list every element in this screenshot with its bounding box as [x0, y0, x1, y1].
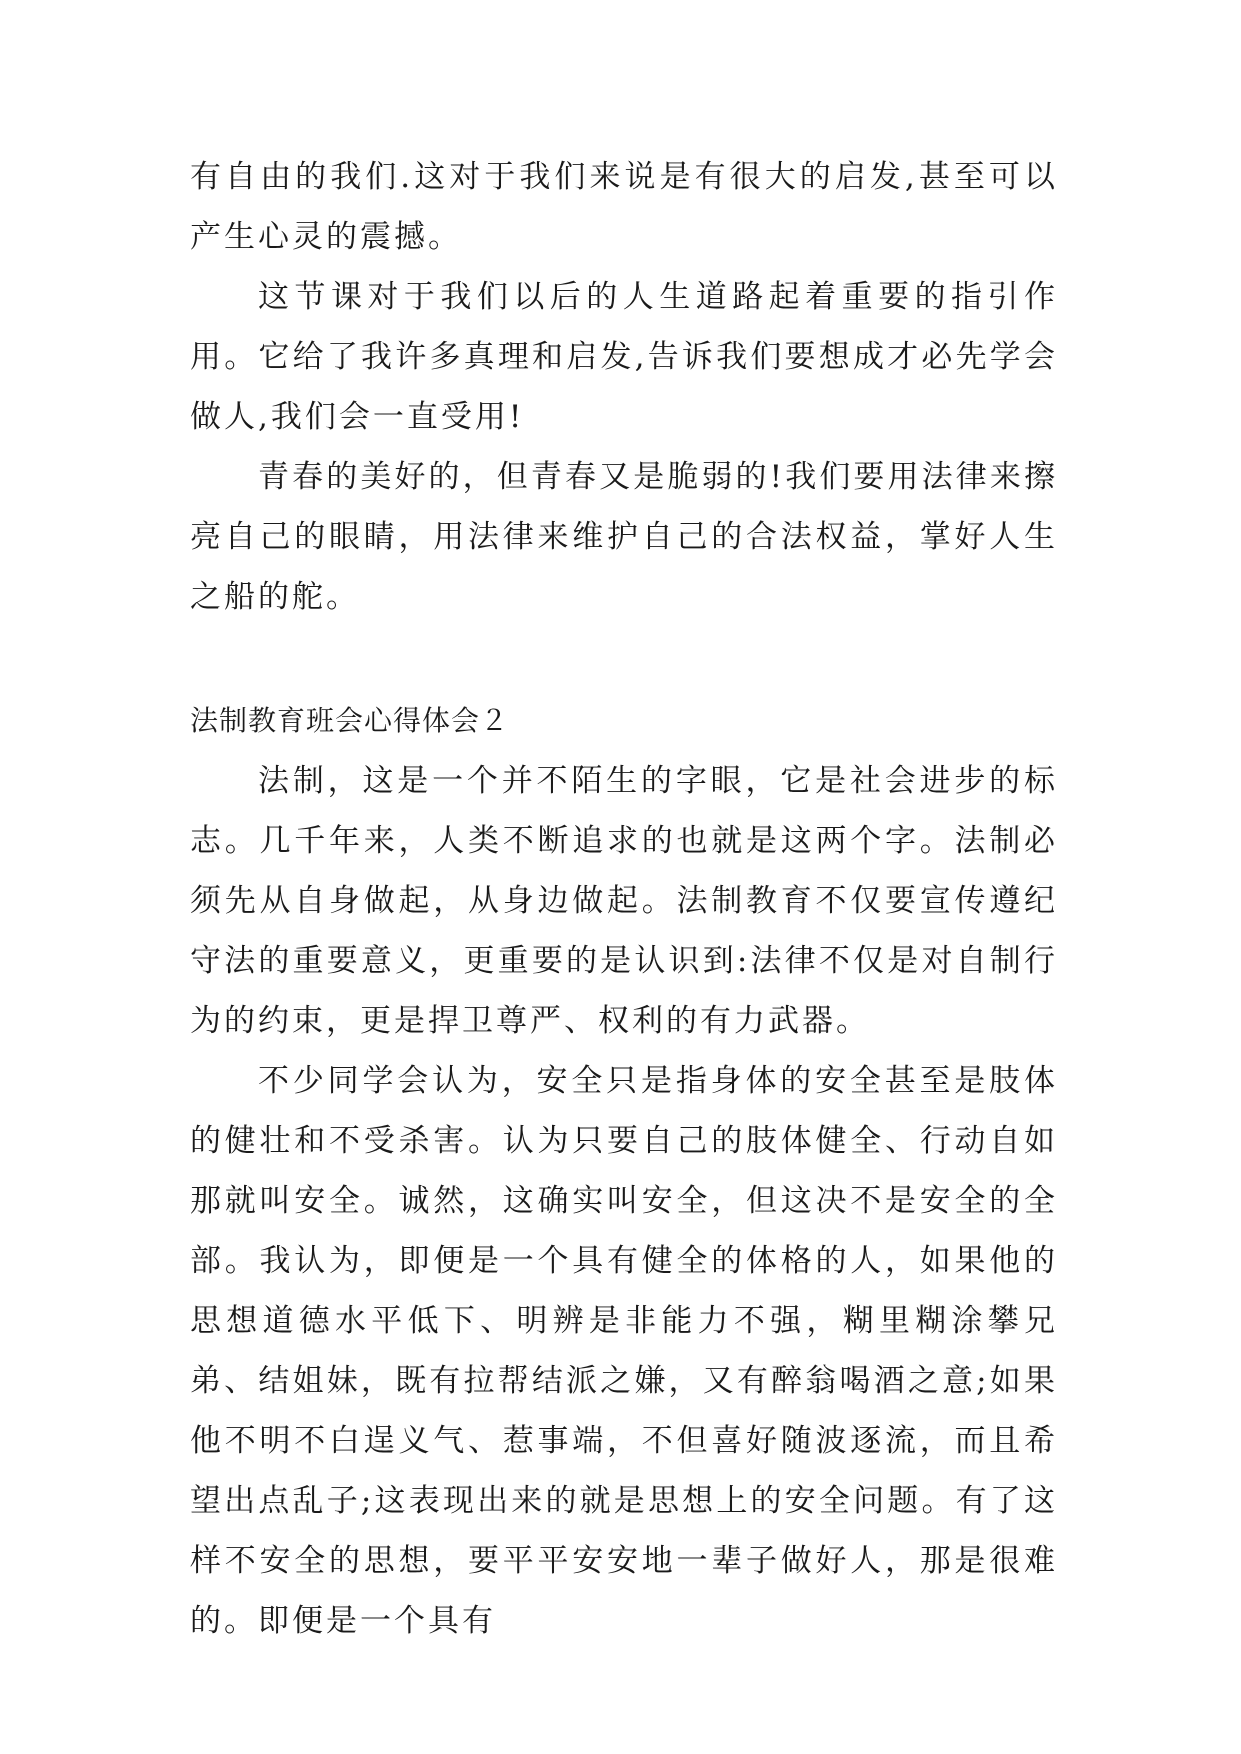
section-spacer: [190, 627, 1058, 691]
paragraph-continuation: 有自由的我们.这对于我们来说是有很大的启发,甚至可以产生心灵的震撼。: [190, 159, 1058, 255]
document-body: [190, 147, 1058, 1651]
paragraph: 法制，这是一个并不陌生的字眼，它是社会进步的标志。几千年来，人类不断追求的也就是这两个字。法制必须先从自身做起，从身边做起。法制教育不仅要宣传遵纪守法的重要意义，更重要的是认识到:法律不仅是对自制行为的约束，更是捍卫尊严、权利的有力武器。: [190, 763, 1058, 1039]
paragraph: 青春的美好的，但青春又是脆弱的!我们要用法律来擦亮自己的眼睛，用法律来维护自己的合法权益，掌好人生之船的舵。: [190, 459, 1058, 615]
paragraph: 这节课对于我们以后的人生道路起着重要的指引作用。它给了我许多真理和启发,告诉我们要想成才必先学会做人,我们会一直受用!: [190, 279, 1058, 435]
section-heading: 法制教育班会心得体会２: [190, 704, 510, 737]
paragraph: 不少同学会认为，安全只是指身体的安全甚至是肢体的健壮和不受杀害。认为只要自己的肢体健全、行动自如那就叫安全。诚然，这确实叫安全，但这决不是安全的全部。我认为，即便是一个具有健全的体格的人，如果他的思想道德水平低下、明辨是非能力不强，糊里糊涂攀兄弟、结姐妹，既有拉帮结派之嫌，又有醉翁喝酒之意;如果他不明不白逞义气、惹事端，不但喜好随波逐流，而且希望出点乱子;这表现出来的就是思想上的安全问题。有了这样不安全的思想，要平平安安地一辈子做好人，那是很难的。即便是一个具有: [190, 1063, 1058, 1639]
